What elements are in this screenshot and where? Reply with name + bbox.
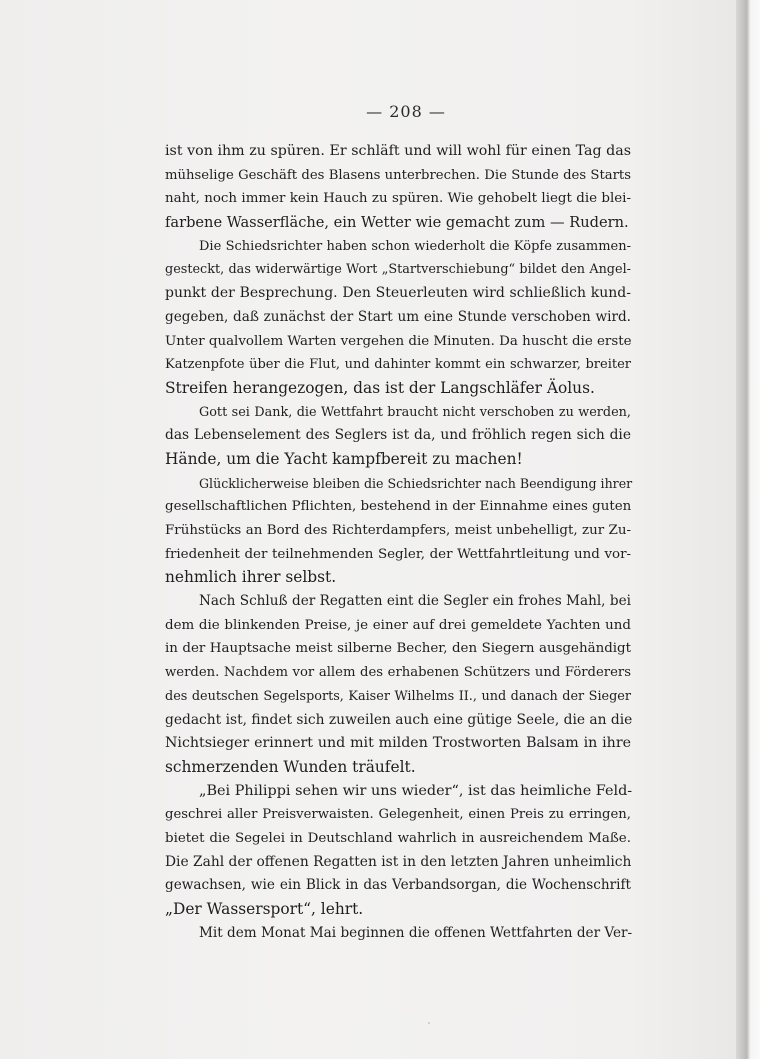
text-line: des deutschen Segelsports, Kaiser Wilhelms II., und danach der Sieger xyxy=(165,688,631,704)
text-line: farbene Wasserfläche, ein Wetter wie gemacht zum — Rudern. xyxy=(165,214,629,232)
text-line: Streifen herangezogen, das ist der Langschläfer Äolus. xyxy=(165,378,595,397)
text-line: gedacht ist, findet sich zuweilen auch eine gütige Seele, die an die xyxy=(165,711,633,728)
text-line: Unter qualvollem Warten vergehen die Minuten. Da huscht die erste xyxy=(165,333,632,349)
text-line: bietet die Segelei in Deutschland wahrlich in ausreichendem Maße. xyxy=(165,830,631,846)
text-line: Die Schiedsrichter haben schon wiederholt die Köpfe zusammen- xyxy=(199,238,631,254)
text-line: Nichtsieger erinnert und mit milden Trostworten Balsam in ihre xyxy=(165,735,631,752)
text-line: mühselige Geschäft des Blasens unterbrechen. Die Stunde des Starts xyxy=(165,167,631,183)
text-line: dem die blinkenden Preise, je einer auf drei gemeldete Yachten und xyxy=(165,617,631,633)
text-line: naht, noch immer kein Hauch zu spüren. Wie gehobelt liegt die blei- xyxy=(165,191,631,207)
text-line: nehmlich ihrer selbst. xyxy=(165,568,337,587)
text-line: Glücklicherweise bleiben die Schiedsrichter nach Beendigung ihrer xyxy=(199,475,633,491)
text-line: gegeben, daß zunächst der Start um eine Stunde verschoben wird. xyxy=(165,308,631,325)
text-line: „Der Wassersport“, lehrt. xyxy=(165,900,364,918)
text-line: schmerzenden Wunden träufelt. xyxy=(165,757,416,776)
text-line: geschrei aller Preisverwaisten. Gelegenheit, einen Preis zu erringen, xyxy=(165,807,631,823)
text-line: friedenheit der teilnehmenden Segler, der Wettfahrtleitung und vor- xyxy=(165,546,631,562)
text-line: Die Zahl der offenen Regatten ist in den letzten Jahren unheimlich xyxy=(165,853,632,870)
text-line: in der Hauptsache meist silberne Becher, den Siegern ausgehändigt xyxy=(165,641,631,657)
text-line: gesteckt, das widerwärtige Wort „Startverschiebung“ bildet den Angel- xyxy=(165,262,631,278)
body-text xyxy=(165,140,631,945)
text-line: Katzenpfote über die Flut, und dahinter kommt ein schwarzer, breiter xyxy=(165,357,631,373)
text-line: ist von ihm zu spüren. Er schläft und will wohl für einen Tag das xyxy=(165,143,631,159)
text-line: Gott sei Dank, die Wettfahrt braucht nicht verschoben zu werden, xyxy=(199,404,631,420)
text-line: werden. Nachdem vor allem des erhabenen Schützers und Förderers xyxy=(165,665,631,681)
text-line: punkt der Besprechung. Den Steuerleuten wird schließlich kund- xyxy=(165,285,631,302)
text-line: Frühstücks an Bord des Richterdampfers, meist unbehelligt, zur Zu- xyxy=(165,523,631,538)
text-line: gesellschaftlichen Pflichten, bestehend in der Einnahme eines guten xyxy=(165,499,632,515)
text-line: „Bei Philippi sehen wir uns wieder“, ist das heimliche Feld- xyxy=(199,782,633,799)
scan-speck xyxy=(428,1022,430,1024)
text-line: gewachsen, wie ein Blick in das Verbandsorgan, die Wochenschrift xyxy=(165,877,631,894)
text-line: Mit dem Monat Mai beginnen die offenen Wettfahrten der Ver- xyxy=(199,924,633,941)
text-line: das Lebenselement des Seglers ist da, und fröhlich regen sich die xyxy=(165,427,631,444)
text-line: Nach Schluß der Regatten eint die Segler ein frohes Mahl, bei xyxy=(199,593,631,610)
page-edge xyxy=(736,0,760,1059)
text-line: Hände, um die Yacht kampfbereit zu machen! xyxy=(165,449,523,468)
page-number: — 208 — xyxy=(366,102,446,121)
